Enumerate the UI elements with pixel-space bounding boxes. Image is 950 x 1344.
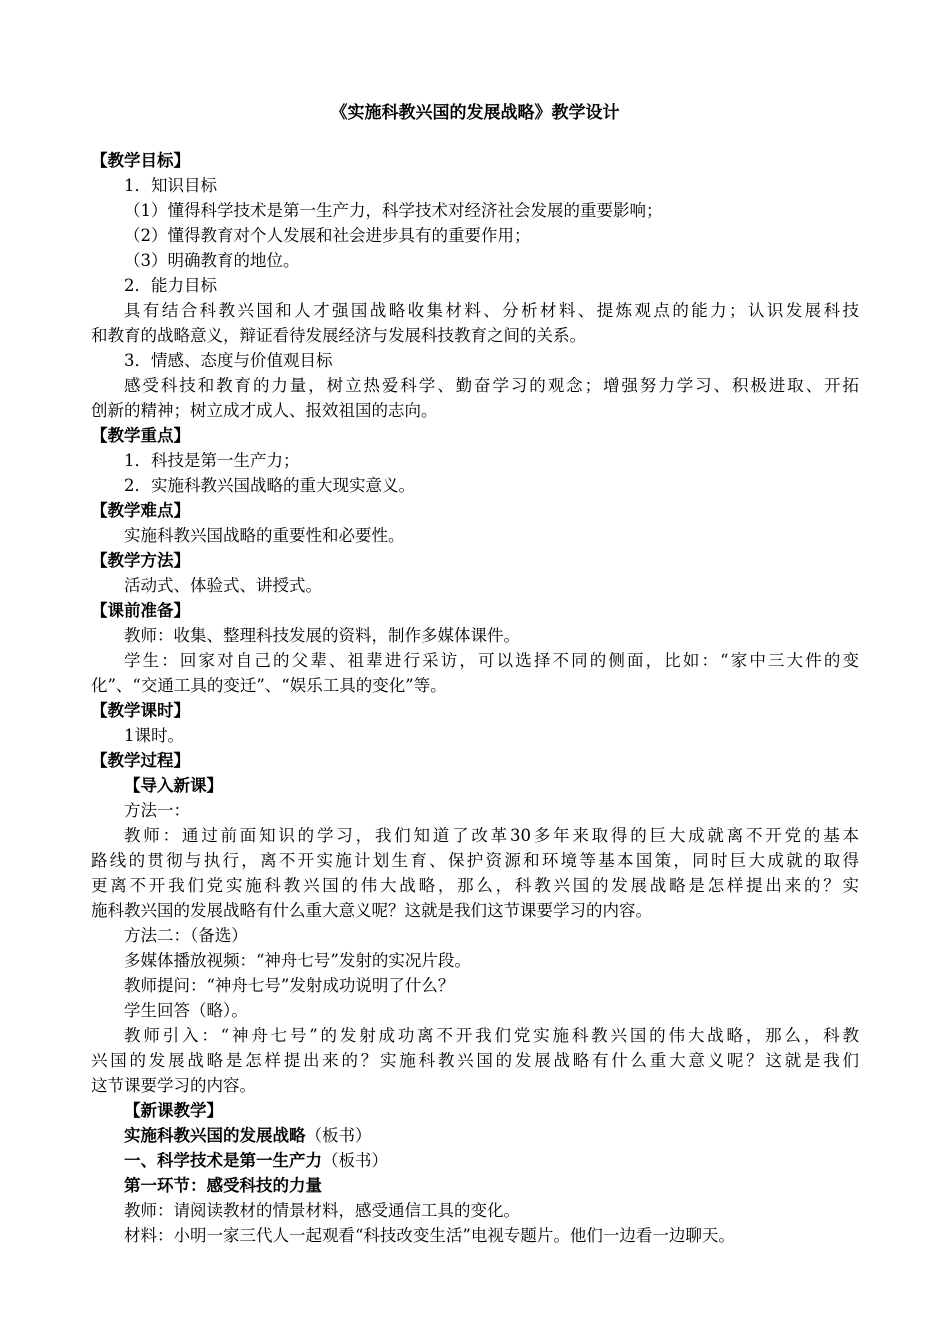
document-title: 《实施科教兴国的发展战略》教学设计 xyxy=(330,103,620,123)
text-line: 具有结合科教兴国和人才强国战略收集材料、分析材料、提炼观点的能力；认识发展科技 xyxy=(124,301,859,320)
text-line: 施科教兴国的发展战略有什么重大意义呢？这就是我们这节课要学习的内容。 xyxy=(91,901,652,920)
bold-heading-line xyxy=(91,1173,859,1198)
section-heading: 【导入新课】 xyxy=(124,776,223,795)
section-heading: 【教学课时】 xyxy=(91,701,190,720)
text-line: 更离不开我们党实施科教兴国的伟大战略，那么，科教兴国的发展战略是怎样提出来的？实 xyxy=(91,876,859,895)
text-line: 2．实施科教兴国战略的重大现实意义。 xyxy=(124,476,415,495)
text-line: （3）明确教育的地位。 xyxy=(124,251,300,270)
section-heading: 【教学难点】 xyxy=(91,501,190,520)
text-line: 教师提问：“神舟七号”发射成功说明了什么？ xyxy=(124,976,455,995)
text-line: 1．知识目标 xyxy=(124,176,217,195)
text-line: （1）懂得科学技术是第一生产力，科学技术对经济社会发展的重要影响； xyxy=(124,201,663,220)
bold-heading-text: 一、科学技术是第一生产力 xyxy=(124,1151,322,1170)
text-line: 1．科技是第一生产力； xyxy=(124,451,300,470)
text-line: 感受科技和教育的力量，树立热爱科学、勤奋学习的观念；增强努力学习、积极进取、开拓 xyxy=(124,376,859,395)
text-line: 学生回答（略）。 xyxy=(124,1001,248,1020)
text-line: 方法二：（备选） xyxy=(124,926,248,945)
bold-heading-line xyxy=(91,1148,859,1173)
board-note: （板书） xyxy=(305,1126,372,1145)
section-heading: 【课前准备】 xyxy=(91,601,190,620)
bold-heading-text: 第一环节：感受科技的力量 xyxy=(124,1176,322,1195)
text-line: 方法一： xyxy=(124,801,190,820)
text-line: 教师引入：“神舟七号”的发射成功离不开我们党实施科教兴国的伟大战略，那么，科教 xyxy=(124,1026,859,1045)
bold-heading-line xyxy=(91,1123,859,1148)
text-line: 2．能力目标 xyxy=(124,276,217,295)
text-line: 兴国的发展战略是怎样提出来的？实施科教兴国的发展战略有什么重大意义呢？这就是我们 xyxy=(91,1051,859,1070)
text-line: 化”、“交通工具的变迁”、“娱乐工具的变化”等。 xyxy=(91,676,447,695)
text-line: （2）懂得教育对个人发展和社会进步具有的重要作用； xyxy=(124,226,531,245)
bold-heading-text: 实施科教兴国的发展战略 xyxy=(124,1126,306,1145)
board-note: （板书） xyxy=(322,1151,388,1170)
section-heading: 【教学目标】 xyxy=(91,151,190,170)
text-line: 学生：回家对自己的父辈、祖辈进行采访，可以选择不同的侧面，比如：“家中三大件的变 xyxy=(124,651,859,670)
text-line: 3．情感、态度与价值观目标 xyxy=(124,351,333,370)
text-line: 教师：通过前面知识的学习，我们知道了改革30多年来取得的巨大成就离不开党的基本 xyxy=(124,826,859,845)
text-line: 活动式、体验式、讲授式。 xyxy=(124,576,322,595)
text-line: 和教育的战略意义，辩证看待发展经济与发展科技教育之间的关系。 xyxy=(91,326,586,345)
text-line: 创新的精神；树立成才成人、报效祖国的志向。 xyxy=(91,401,438,420)
document-body xyxy=(91,148,859,1248)
text-line: 教师：请阅读教材的情景材料，感受通信工具的变化。 xyxy=(124,1201,520,1220)
text-line: 路线的贯彻与执行，离不开实施计划生育、保护资源和环境等基本国策，同时巨大成就的取得 xyxy=(91,851,859,870)
text-line: 这节课要学习的内容。 xyxy=(91,1076,256,1095)
section-heading: 【教学过程】 xyxy=(91,751,190,770)
text-line: 1课时。 xyxy=(124,726,184,745)
section-heading: 【新课教学】 xyxy=(124,1101,223,1120)
text-line: 多媒体播放视频：“神舟七号”发射的实况片段。 xyxy=(124,951,471,970)
section-heading: 【教学重点】 xyxy=(91,426,190,445)
text-line: 实施科教兴国战略的重要性和必要性。 xyxy=(124,526,405,545)
text-line: 材料：小明一家三代人一起观看“科技改变生活”电视专题片。他们一边看一边聊天。 xyxy=(124,1226,735,1245)
section-heading: 【教学方法】 xyxy=(91,551,190,570)
text-line: 教师：收集、整理科技发展的资料，制作多媒体课件。 xyxy=(124,626,520,645)
